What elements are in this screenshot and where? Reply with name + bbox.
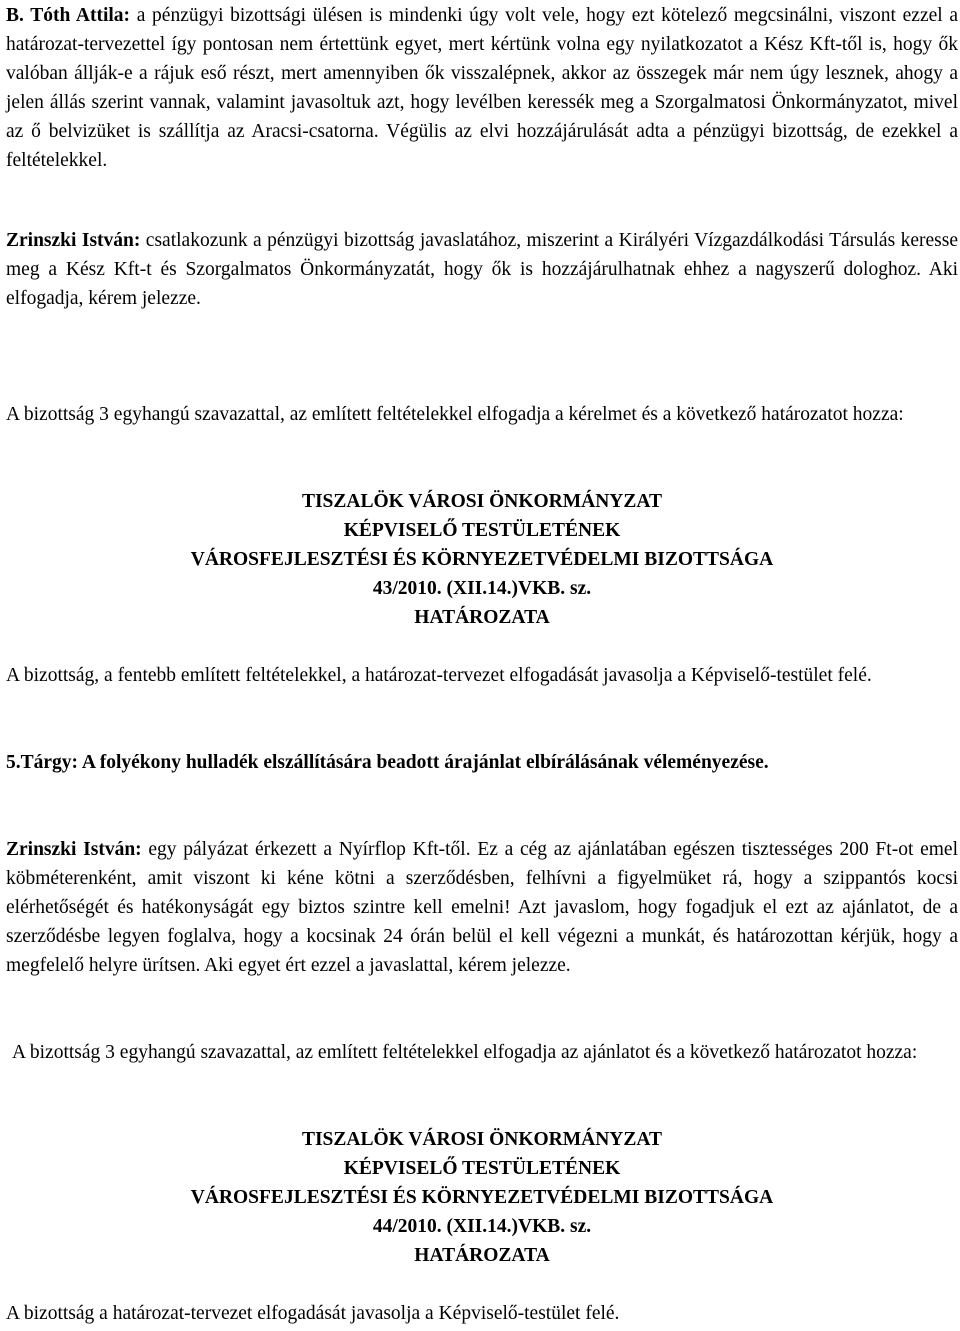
vote-text: A bizottság 3 egyhangú szavazattal, az említett feltételekkel elfogadja a kérelmet és a következő határozatot hozza: (6, 404, 904, 425)
paragraph-toth-attila (6, 2, 958, 175)
decision-number: 44/2010. (XII.14.)VKB. sz. (372, 1215, 592, 1237)
vote-text: A bizottság 3 egyhangú szavazattal, az említett feltételekkel elfogadja az ajánlatot és a következő határozatot hozza: (12, 1042, 918, 1063)
council-name: TISZALÖK VÁROSI ÖNKORMÁNYZAT (301, 491, 663, 512)
decision-number: 43/2010. (XII.14.)VKB. sz. (372, 577, 592, 599)
paragraph-zrinszki-1 (6, 227, 958, 314)
paragraph-text: csatlakozunk a pénzügyi bizottság javaslatához, miszerint a Királyéri Vízgazdálkodási Társulás keresse meg a Kész Kft-t és Szorgalmatos Önkormányzatát, hogy ők is hozzájárulhatnak ehhez a nagyszerű dologhoz. Aki elfogadja, kérem jelezze. (6, 230, 958, 309)
decision-text-2 (6, 1300, 958, 1329)
agenda-item-5 (6, 749, 958, 778)
decision-header-1 (6, 488, 958, 633)
decision-body: A bizottság a határozat-tervezet elfogadását javasolja a Képviselő-testület felé. (6, 1303, 620, 1324)
council-body: KÉPVISELŐ TESTÜLETÉNEK (343, 519, 621, 541)
council-name: TISZALÖK VÁROSI ÖNKORMÁNYZAT (301, 1129, 663, 1150)
decision-label: HATÁROZATA (414, 606, 550, 628)
decision-body: A bizottság, a fentebb említett feltételekkel, a határozat-tervezet elfogadását javasolja a Képviselő-testület felé. (6, 665, 872, 686)
paragraph-text: a pénzügyi bizottsági ülésen is mindenki úgy volt vele, hogy ezt kötelező megcsinálni, viszont ezzel a határozat-tervezettel így pontosan nem értettünk egyet, mert kértünk volna egy nyilatkozatot a Kész Kft-től is, hogy ők valóban állják-e a rájuk eső részt, mert amennyiben ők visszalépnek, akkor az összegek már nem úgy lesznek, ahogy a jelen állás szerint vannak, valamint javasoltuk azt, hogy levélben keressék meg a Szorgalmatosi Önkormányzatot, mivel az ő belvizüket is szállítja az Aracsi-csatorna. Végülis az elvi hozzájárulását adta a pénzügyi bizottság, de ezekkel a feltételekkel. (6, 5, 958, 171)
council-body: KÉPVISELŐ TESTÜLETÉNEK (343, 1157, 621, 1179)
agenda-title: 5.Tárgy: A folyékony hulladék elszállítására beadott árajánlat elbírálásának véleményezése. (6, 752, 769, 773)
paragraph-text: egy pályázat érkezett a Nyírflop Kft-től. Ez a cég az ajánlatában egészen tisztességes 200 Ft-ot emel köbméterenként, amit viszont ki kéne kötni a szerződésben, felhívni a figyelmüket rá, hogy a szippantós kocsi elérhetőségét és hatékonyságát egy biztos szintre kell emelni! Azt javaslom, hogy fogadjuk el ezt az ajánlatot, de a szerződésbe legyen foglalva, hogy a kocsinak 24 órán belül el kell végezni a munkát, és határozottan kérjük, hogy a megfelelő helyre ürítsen. Aki egyet ért ezzel a javaslattal, kérem jelezze. (6, 839, 958, 976)
decision-text-1 (6, 662, 958, 691)
speaker-name: Zrinszki István: (6, 230, 141, 251)
paragraph-zrinszki-2 (6, 836, 958, 981)
vote-statement-1 (6, 401, 958, 430)
committee-name: VÁROSFEJLESZTÉSI ÉS KÖRNYEZETVÉDELMI BIZOTTSÁGA (190, 548, 774, 570)
speaker-name: B. Tóth Attila: (6, 5, 131, 26)
committee-name: VÁROSFEJLESZTÉSI ÉS KÖRNYEZETVÉDELMI BIZOTTSÁGA (190, 1186, 774, 1208)
speaker-name: Zrinszki István: (6, 839, 142, 860)
decision-header-2 (6, 1126, 958, 1271)
decision-label: HATÁROZATA (414, 1244, 550, 1266)
vote-statement-2 (6, 1039, 958, 1068)
